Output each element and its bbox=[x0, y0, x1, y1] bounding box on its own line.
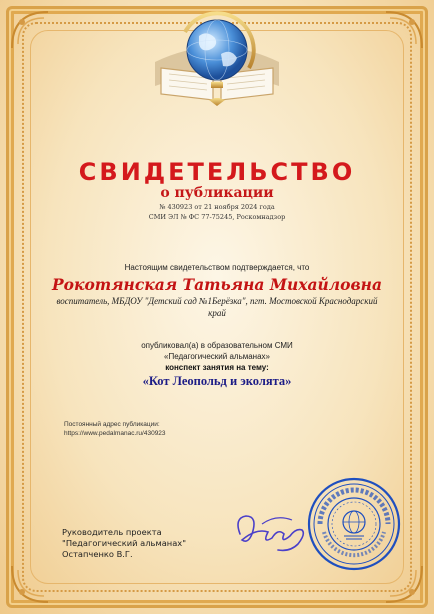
author-position: воспитатель, МБДОУ "Детский сад №1Берёзка", пгт. Мостовской Краснодарский край bbox=[56, 296, 378, 318]
certificate-title: СВИДЕТЕЛЬСТВО bbox=[78, 158, 356, 186]
confirmation-text: Настоящим свидетельством подтверждается, что bbox=[124, 263, 310, 272]
published-line-1: опубликовал(а) в образовательном СМИ bbox=[141, 341, 293, 350]
certificate-subtitle: о публикации bbox=[160, 185, 274, 201]
published-line-2: «Педагогический альманах» bbox=[164, 352, 270, 361]
publication-topic: «Кот Леопольд и эколята» bbox=[142, 374, 292, 388]
address-label: Постоянный адрес публикации: bbox=[64, 421, 160, 428]
signatory-line-1: Руководитель проекта bbox=[62, 527, 162, 537]
corner-ornament-icon bbox=[8, 8, 54, 54]
topic-label: конспект занятия на тему: bbox=[165, 363, 269, 372]
corner-ornament-icon bbox=[380, 8, 426, 54]
author-name: Рокотянская Татьяна Михайловна bbox=[51, 275, 383, 294]
globe-book-emblem-icon bbox=[149, 2, 285, 114]
smi-registration: СМИ ЭЛ № ФС 77-75245, Роскомнадзор bbox=[148, 213, 286, 221]
signatory-line-2: "Педагогический альманах" bbox=[62, 538, 187, 548]
corner-ornament-icon bbox=[8, 560, 54, 606]
registration-number: № 430923 от 21 ноября 2024 года bbox=[159, 203, 275, 211]
stamp-seal-icon bbox=[306, 476, 402, 572]
signatory-block bbox=[62, 527, 186, 560]
signature-icon bbox=[232, 504, 310, 556]
signatory-name: Остапченко В.Г. bbox=[62, 549, 133, 559]
publication-address-link[interactable]: https://www.pedalmanac.ru/430923 bbox=[64, 430, 166, 437]
